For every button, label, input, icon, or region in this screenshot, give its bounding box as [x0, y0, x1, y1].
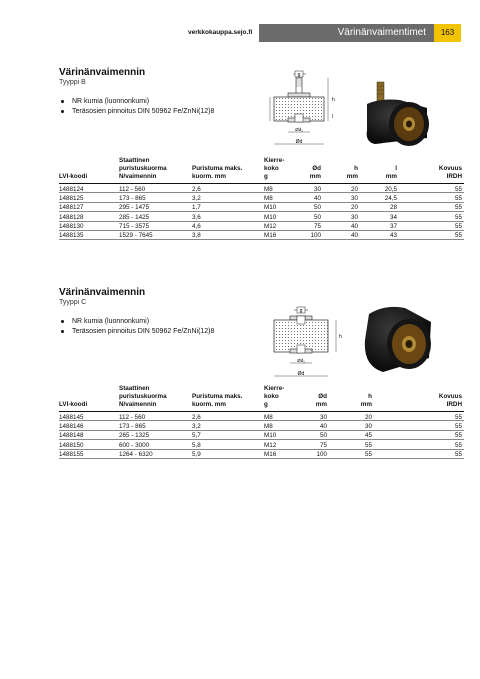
cell-h: 30: [364, 422, 372, 430]
technical-drawing-type-b: [266, 70, 346, 150]
cell-code: 1488130: [59, 223, 84, 231]
col-header-thread-line: Kierre-: [264, 385, 285, 392]
dim-label-d1: Ød₁: [297, 358, 305, 363]
cell-d: 75: [313, 223, 321, 231]
cell-thread: M8: [264, 194, 273, 202]
cell-l: 37: [389, 223, 397, 231]
cell-thread: M16: [264, 451, 277, 459]
col-header-hardness-line: Kovuus: [438, 393, 462, 400]
cell-code: 1488145: [59, 413, 84, 421]
cell-h: 55: [364, 451, 372, 459]
col-header-h-line: mm: [360, 401, 372, 408]
cell-compression: 5,7: [192, 432, 201, 440]
cell-hardness: 55: [454, 432, 462, 440]
cell-load: 295 - 1475: [119, 204, 150, 212]
cell-d: 100: [316, 451, 327, 459]
table-row: [59, 203, 464, 212]
col-header-load-line: Staattinen: [119, 385, 150, 392]
cell-hardness: 55: [454, 213, 462, 221]
cell-thread: M8: [264, 185, 273, 193]
header-bar: [259, 24, 434, 42]
col-header-compression: [192, 165, 242, 181]
cell-h: 45: [364, 432, 372, 440]
col-header-thread-line: koko: [264, 165, 279, 172]
cell-code: 1488146: [59, 422, 84, 430]
page-number: 163: [440, 28, 455, 37]
spec-table-type-c: [59, 386, 464, 459]
col-header-d-line: mm: [309, 173, 321, 180]
bullet-text: Teräsosien pinnoitus DIN 50962 Fe/ZnNi(12)8: [72, 108, 215, 115]
col-header-code: LVI-koodi: [59, 173, 88, 180]
table-row: [59, 431, 464, 440]
col-header-l: [386, 165, 397, 181]
table-row: [59, 421, 464, 430]
col-header-load-line: puristuskuorma: [119, 393, 167, 400]
cell-d: 30: [313, 185, 321, 193]
col-header-d-line: Ød: [312, 165, 321, 172]
bullet-dot-icon: [61, 110, 64, 113]
site-url[interactable]: verkkokauppa.sejo.fi: [188, 29, 253, 36]
cell-load: 173 - 865: [119, 422, 146, 430]
cell-load: 112 - 560: [119, 185, 146, 193]
bullet-dot-icon: [61, 320, 64, 323]
col-header-thread: [264, 385, 284, 409]
cell-load: 173 - 865: [119, 194, 146, 202]
cell-d: 30: [319, 413, 327, 421]
cell-load: 715 - 3575: [119, 223, 150, 231]
table-header: [59, 158, 464, 184]
cell-compression: 3,8: [192, 232, 201, 240]
col-header-compression-line: kuorm. mm: [192, 173, 226, 180]
cell-l: 34: [389, 213, 397, 221]
dim-label-h: h: [339, 334, 342, 340]
bullet-text: NR kumia (luonnonkumi): [72, 318, 150, 325]
dim-label-d1: Ød₁: [295, 127, 303, 132]
col-header-d: [316, 393, 327, 409]
page-number-badge: [434, 24, 461, 42]
dim-label-g: g: [299, 308, 303, 314]
cell-code: 1488124: [59, 185, 84, 193]
section-subtitle: Tyyppi C: [59, 299, 87, 306]
col-header-l-line: l: [395, 165, 397, 172]
col-header-load-line: Staattinen: [119, 157, 150, 164]
dim-label-h: h: [332, 97, 335, 103]
cell-d: 40: [319, 422, 327, 430]
cell-hardness: 55: [454, 204, 462, 212]
table-row: [59, 184, 464, 193]
col-header-thread: [264, 157, 284, 181]
cell-load: 285 - 1425: [119, 213, 150, 221]
col-header-h: [347, 165, 358, 181]
cell-compression: 1,7: [192, 204, 201, 212]
cell-l: 24,5: [384, 194, 397, 202]
col-header-l-line: mm: [385, 173, 397, 180]
cell-compression: 3,2: [192, 422, 201, 430]
cell-hardness: 55: [454, 232, 462, 240]
cell-load: 1264 - 6320: [119, 451, 153, 459]
dim-label-d: Ød: [297, 371, 305, 377]
col-header-hardness-line: IRDH: [446, 173, 462, 180]
cell-h: 20: [350, 204, 358, 212]
cell-thread: M12: [264, 441, 277, 449]
col-header-hardness-line: IRDH: [446, 401, 462, 408]
cell-compression: 5,8: [192, 441, 201, 449]
cell-hardness: 55: [454, 185, 462, 193]
cell-d: 75: [319, 441, 327, 449]
col-header-load: [119, 157, 167, 181]
table-row: [59, 231, 464, 240]
col-header-hardness-line: Kovuus: [438, 165, 462, 172]
cell-d: 50: [319, 432, 327, 440]
col-header-load: [119, 385, 167, 409]
col-header-load-line: puristuskuorma: [119, 165, 167, 172]
cell-thread: M12: [264, 223, 277, 231]
col-header-thread-line: g: [264, 401, 268, 408]
table-row: [59, 222, 464, 231]
cell-compression: 5,9: [192, 451, 201, 459]
cell-compression: 3,2: [192, 194, 201, 202]
cell-hardness: 55: [454, 441, 462, 449]
col-header-compression-line: kuorm. mm: [192, 401, 226, 408]
cell-hardness: 55: [454, 422, 462, 430]
cell-l: 20,5: [384, 185, 397, 193]
cell-thread: M16: [264, 232, 277, 240]
cell-compression: 2,6: [192, 185, 201, 193]
col-header-h: [361, 393, 372, 409]
cell-thread: M10: [264, 432, 277, 440]
cell-load: 1529 - 7645: [119, 232, 153, 240]
cell-code: 1488135: [59, 232, 84, 240]
cell-thread: M8: [264, 422, 273, 430]
cell-compression: 2,6: [192, 413, 201, 421]
table-row: [59, 412, 464, 421]
cell-code: 1488150: [59, 441, 84, 449]
col-header-thread-line: koko: [264, 393, 279, 400]
cell-h: 40: [350, 223, 358, 231]
cell-hardness: 55: [454, 413, 462, 421]
table-body: [59, 184, 464, 240]
cell-load: 112 - 560: [119, 413, 146, 421]
table-row: [59, 212, 464, 221]
cell-hardness: 55: [454, 451, 462, 459]
product-photo-type-b: [355, 80, 440, 150]
cell-h: 30: [350, 213, 358, 221]
table-row: [59, 193, 464, 202]
technical-drawing-type-c: [266, 306, 348, 382]
cell-l: 43: [389, 232, 397, 240]
cell-d: 40: [313, 194, 321, 202]
dim-label-d: Ød: [295, 139, 303, 145]
col-header-d: [310, 165, 321, 181]
section-subtitle: Tyyppi B: [59, 79, 86, 86]
col-header-h-line: h: [368, 393, 372, 400]
cell-thread: M10: [264, 213, 277, 221]
bullet-dot-icon: [61, 100, 64, 103]
col-header-hardness: [439, 393, 462, 409]
cell-l: 28: [389, 204, 397, 212]
dim-label-g: g: [297, 72, 301, 78]
cell-code: 1488128: [59, 213, 84, 221]
cell-load: 265 - 1325: [119, 432, 150, 440]
dim-label-l: l: [332, 114, 334, 120]
cell-thread: M8: [264, 413, 273, 421]
table-body: [59, 412, 464, 459]
table-row: [59, 440, 464, 449]
cell-h: 55: [364, 441, 372, 449]
cell-d: 50: [313, 204, 321, 212]
cell-d: 100: [310, 232, 321, 240]
col-header-d-line: Ød: [318, 393, 327, 400]
table-header: [59, 386, 464, 412]
cell-h: 20: [364, 413, 372, 421]
bullet-text: NR kumia (luonnonkumi): [72, 98, 150, 105]
col-header-h-line: mm: [346, 173, 358, 180]
cell-code: 1488148: [59, 432, 84, 440]
col-header-h-line: h: [354, 165, 358, 172]
cell-h: 30: [350, 194, 358, 202]
cell-compression: 4,6: [192, 223, 201, 231]
cell-compression: 3,6: [192, 213, 201, 221]
col-header-compression: [192, 393, 242, 409]
spec-table-type-b: [59, 158, 464, 240]
product-photo-type-c: [355, 300, 440, 375]
cell-hardness: 55: [454, 223, 462, 231]
cell-code: 1488125: [59, 194, 84, 202]
cell-code: 1488127: [59, 204, 84, 212]
header-title: Värinänvaimentimet: [337, 27, 426, 38]
col-header-load-line: N/vaimennin: [119, 401, 157, 408]
cell-hardness: 55: [454, 194, 462, 202]
cell-code: 1488155: [59, 451, 84, 459]
col-header-hardness: [439, 165, 462, 181]
cell-h: 20: [350, 185, 358, 193]
bullet-text: Teräsosien pinnoitus DIN 50962 Fe/ZnNi(12)8: [72, 328, 215, 335]
section-title: Värinänvaimennin: [59, 67, 146, 78]
col-header-d-line: mm: [315, 401, 327, 408]
cell-d: 50: [313, 213, 321, 221]
cell-thread: M10: [264, 204, 277, 212]
col-header-code: LVI-koodi: [59, 401, 88, 408]
col-header-compression-line: Puristuma maks.: [192, 165, 243, 172]
table-row: [59, 450, 464, 459]
cell-h: 40: [350, 232, 358, 240]
col-header-thread-line: g: [264, 173, 268, 180]
col-header-thread-line: Kierre-: [264, 157, 285, 164]
col-header-compression-line: Puristuma maks.: [192, 393, 243, 400]
col-header-load-line: N/vaimennin: [119, 173, 157, 180]
cell-load: 600 - 3000: [119, 441, 150, 449]
section-title: Värinänvaimennin: [59, 287, 146, 298]
bullet-dot-icon: [61, 330, 64, 333]
